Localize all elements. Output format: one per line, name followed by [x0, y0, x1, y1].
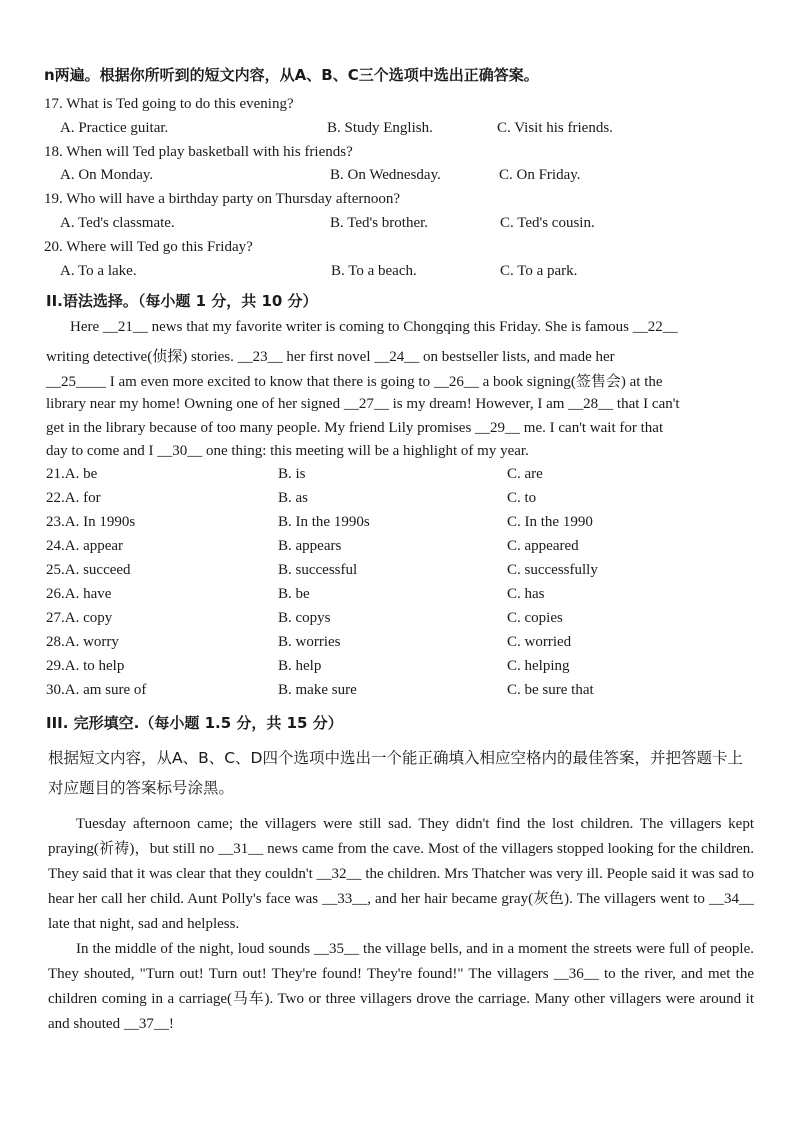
- grammar-option-row-29: [0, 658, 794, 682]
- option-b: B. On Wednesday.: [330, 167, 441, 183]
- question-20-options: [0, 263, 794, 285]
- option-a: 30.A. am sure of: [46, 682, 147, 698]
- option-a: 26.A. have: [46, 586, 112, 602]
- option-a: 21.A. be: [46, 466, 98, 482]
- grammar-options-table: [0, 466, 794, 706]
- option-a: 22.A. for: [46, 490, 101, 506]
- option-b: B. In the 1990s: [278, 514, 370, 530]
- option-b: B. be: [278, 586, 310, 602]
- option-a: A. On Monday.: [60, 167, 154, 183]
- option-b: B. copys: [278, 610, 331, 626]
- option-c: C. successfully: [507, 562, 598, 578]
- option-c: C. On Friday.: [499, 167, 581, 183]
- question-20-stem: 20. Where will Ted go this Friday?: [44, 239, 253, 255]
- option-a: 27.A. copy: [46, 610, 113, 626]
- grammar-option-row-27: [0, 610, 794, 634]
- option-c: C. Ted's cousin.: [500, 215, 595, 231]
- option-c: C. worried: [507, 634, 572, 650]
- option-c: C. be sure that: [507, 682, 594, 698]
- option-c: C. has: [507, 586, 545, 602]
- option-c: C. appeared: [507, 538, 579, 554]
- cloze-paragraph-2: In the middle of the night, loud sounds __35__ the village bells, and in a moment the streets were full of people. They shouted, "Turn out! Turn out! They're found! They're found!" The villagers __36__ to the river, and met the children coming in a carriage(马车). Two or three villagers drove the carriage. Many other villagers were around it and shouted __37__!: [48, 941, 754, 1032]
- cloze-passage: [48, 812, 754, 1037]
- question-17-stem: 17. What is Ted going to do this evening?: [44, 96, 294, 112]
- option-a: 28.A. worry: [46, 634, 119, 650]
- option-c: C. In the 1990: [507, 514, 593, 530]
- question-18-stem: 18. When will Ted play basketball with his friends?: [44, 144, 353, 160]
- option-c: C. helping: [507, 658, 570, 674]
- cloze-heading: III. 完形填空.（每小题 1.5 分，共 15 分）: [46, 714, 343, 732]
- grammar-option-row-28: [0, 634, 794, 658]
- option-b: B. help: [278, 658, 322, 674]
- option-c: C. are: [507, 466, 543, 482]
- grammar-option-row-24: [0, 538, 794, 562]
- question-18-options: [0, 167, 794, 189]
- grammar-option-row-26: [0, 586, 794, 610]
- grammar-passage-line-1: Here __21__ news that my favorite writer is coming to Chongqing this Friday. She is famous __22__: [70, 319, 678, 335]
- grammar-option-row-21: [0, 466, 794, 490]
- question-19-stem: 19. Who will have a birthday party on Thursday afternoon?: [44, 191, 401, 207]
- grammar-passage-line-2: writing detective(侦探) stories. __23__ her first novel __24__ on bestseller lists, and made her: [46, 349, 615, 365]
- option-a: A. Ted's classmate.: [60, 215, 175, 231]
- option-b: B. worries: [278, 634, 341, 650]
- option-b: B. make sure: [278, 682, 357, 698]
- option-c: C. copies: [507, 610, 563, 626]
- option-c: C. To a park.: [500, 263, 578, 279]
- option-a: 25.A. succeed: [46, 562, 131, 578]
- grammar-passage-line-3: __25____ I am even more excited to know that there is going to __26__ a book signing(签售会) at the: [46, 374, 663, 390]
- option-b: B. To a beach.: [331, 263, 417, 279]
- option-b: B. successful: [278, 562, 358, 578]
- option-c: C. to: [507, 490, 537, 506]
- question-19-options: [0, 215, 794, 237]
- option-a: A. Practice guitar.: [60, 120, 169, 136]
- option-b: B. appears: [278, 538, 342, 554]
- grammar-option-row-25: [0, 562, 794, 586]
- option-a: 23.A. In 1990s: [46, 514, 136, 530]
- option-a: 29.A. to help: [46, 658, 125, 674]
- option-c: C. Visit his friends.: [497, 120, 613, 136]
- option-a: 24.A. appear: [46, 538, 124, 554]
- question-17-options: [0, 120, 794, 142]
- grammar-option-row-30: [0, 682, 794, 706]
- cloze-paragraph-1: Tuesday afternoon came; the villagers were still sad. They didn't find the lost children. The villagers kept praying(祈祷)，but still no __31__ news came from the cave. Most of the villagers stopped looking for the children. They said that it was clear that they couldn't __32__ the children. Mrs Thatcher was very ill. People said it was sad to hear her call her child. Aunt Polly's face was __33__, and her hair became gray(灰色). The villagers went to __34__ late that night, sad and helpless.: [48, 816, 754, 932]
- grammar-passage-line-6: day to come and I __30__ one thing: this meeting will be a highlight of my year.: [46, 443, 529, 459]
- grammar-option-row-22: [0, 490, 794, 514]
- grammar-heading: II.语法选择。（每小题 1 分，共 10 分）: [46, 292, 318, 310]
- option-b: B. Ted's brother.: [330, 215, 429, 231]
- grammar-passage-line-5: get in the library because of too many people. My friend Lily promises __29__ me. I can't wait for that: [46, 420, 664, 436]
- grammar-option-row-23: [0, 514, 794, 538]
- listening-instruction: n两遍。根据你所听到的短文内容，从A、B、C三个选项中选出正确答案。: [44, 66, 539, 84]
- option-b: B. as: [278, 490, 308, 506]
- option-b: B. Study English.: [327, 120, 433, 136]
- grammar-passage-line-4: library near my home! Owning one of her signed __27__ is my dream! However, I am __28__ that I can't: [46, 396, 680, 412]
- option-a: A. To a lake.: [60, 263, 137, 279]
- option-b: B. is: [278, 466, 306, 482]
- cloze-instruction: 根据短文内容，从A、B、C、D四个选项中选出一个能正确填入相应空格内的最佳答案，并把答题卡上对应题目的答案标号涂黑。: [48, 749, 743, 797]
